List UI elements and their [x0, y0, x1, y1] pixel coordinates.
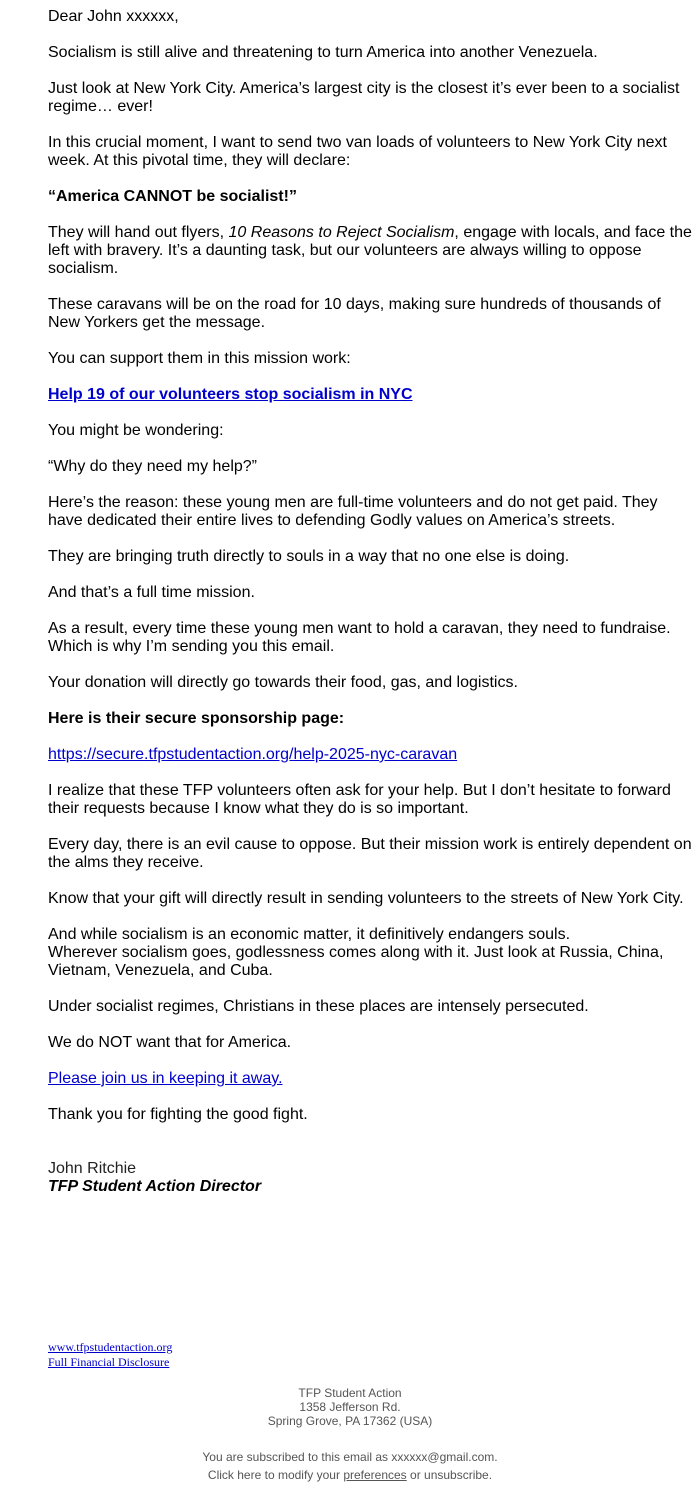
- paragraph-13: Your donation will directly go towards their food, gas, and logistics.: [48, 674, 518, 691]
- help-volunteers-link[interactable]: Help 19 of our volunteers stop socialism in NYC: [48, 386, 413, 403]
- org-name: TFP Student Action: [298, 1386, 402, 1400]
- paragraph-10: They are bringing truth directly to souls in a way that no one else is doing.: [48, 548, 570, 565]
- p4-after: , engage with locals, and face the left with bravery. It’s a daunting task, but our volunteers are always willing to oppose socialism.: [48, 224, 692, 277]
- paragraph-3: In this crucial moment, I want to send two van loads of volunteers to New York City next week. At this pivotal time, they will declare:: [48, 134, 667, 169]
- subscriber-email: xxxxxx@gmail.com: [391, 1450, 495, 1464]
- paragraph-5: These caravans will be on the road for 10 days, making sure hundreds of thousands of New Yorkers get the message.: [48, 296, 661, 331]
- paragraph-8: “Why do they need my help?”: [48, 458, 257, 475]
- paragraph-7: You might be wondering:: [48, 422, 224, 439]
- secure-link-paragraph: [48, 746, 696, 764]
- declaration: “America CANNOT be socialist!”: [48, 188, 297, 205]
- subscribed-line: [0, 1448, 700, 1466]
- secure-heading: Here is their secure sponsorship page:: [48, 710, 345, 727]
- preferences-link[interactable]: preferences: [343, 1468, 407, 1482]
- paragraph-11: And that’s a full time mission.: [48, 584, 255, 601]
- modify-prefix: Click here to modify your: [207, 1468, 344, 1482]
- paragraph-12: As a result, every time these young men want to hold a caravan, they need to fundraise. Which is why I’m sending you this email.: [48, 620, 671, 655]
- paragraph-15: Every day, there is an evil cause to oppose. But their mission work is entirely dependent on the alms they receive.: [48, 836, 692, 871]
- modify-line: [0, 1466, 700, 1484]
- p17-line-2: Wherever socialism goes, godlessness comes along with it. Just look at Russia, China, Vietnam, Venezuela, and Cuba.: [48, 944, 664, 979]
- flyer-title: 10 Reasons to Reject Socialism: [228, 224, 455, 241]
- city-address: Spring Grove, PA 17362 (USA): [267, 1414, 433, 1428]
- modify-suffix: or unsubscribe.: [406, 1468, 493, 1482]
- subscription-info: [0, 1448, 700, 1484]
- footer-links: [48, 1340, 172, 1370]
- join-us-link[interactable]: Please join us in keeping it away.: [48, 1070, 283, 1087]
- paragraph-4: [48, 224, 696, 278]
- p4-before: They will hand out flyers,: [48, 224, 229, 241]
- street-address: 1358 Jefferson Rd.: [299, 1400, 401, 1414]
- subscribed-suffix: .: [494, 1450, 498, 1464]
- greeting: Dear John xxxxxx,: [48, 8, 179, 25]
- signature-title: TFP Student Action Director: [48, 1178, 262, 1195]
- paragraph-19: We do NOT want that for America.: [48, 1034, 292, 1051]
- paragraph-20: Thank you for fighting the good fight.: [48, 1106, 308, 1123]
- paragraph-14: I realize that these TFP volunteers often ask for your help. But I don’t hesitate to forward their requests because I know what they do is so important.: [48, 782, 671, 817]
- secure-sponsorship-link[interactable]: https://secure.tfpstudentaction.org/help-2025-nyc-caravan: [48, 746, 458, 763]
- paragraph-16: Know that your gift will directly result in sending volunteers to the streets of New York City.: [48, 890, 684, 907]
- p17-line-1: And while socialism is an economic matter, it definitively endangers souls.: [48, 926, 571, 943]
- paragraph-18: Under socialist regimes, Christians in these places are intensely persecuted.: [48, 998, 589, 1015]
- paragraph-17: [48, 926, 696, 980]
- paragraph-6: You can support them in this mission work:: [48, 350, 351, 367]
- paragraph-9: Here’s the reason: these young men are full-time volunteers and do not get paid. They have dedicated their entire lives to defending Godly values on America’s streets.: [48, 494, 658, 529]
- signature-name: John Ritchie: [48, 1160, 137, 1177]
- help-link-paragraph: [48, 386, 696, 404]
- financial-disclosure-link[interactable]: Full Financial Disclosure: [48, 1355, 170, 1369]
- website-link[interactable]: www.tfpstudentaction.org: [48, 1340, 173, 1354]
- paragraph-2: Just look at New York City. America’s largest city is the closest it’s ever been to a socialist regime… ever!: [48, 80, 680, 115]
- paragraph-1: Socialism is still alive and threatening to turn America into another Venezuela.: [48, 44, 598, 61]
- subscribed-prefix: You are subscribed to this email as: [202, 1450, 392, 1464]
- footer-address: [0, 1386, 700, 1428]
- join-link-paragraph: [48, 1070, 696, 1088]
